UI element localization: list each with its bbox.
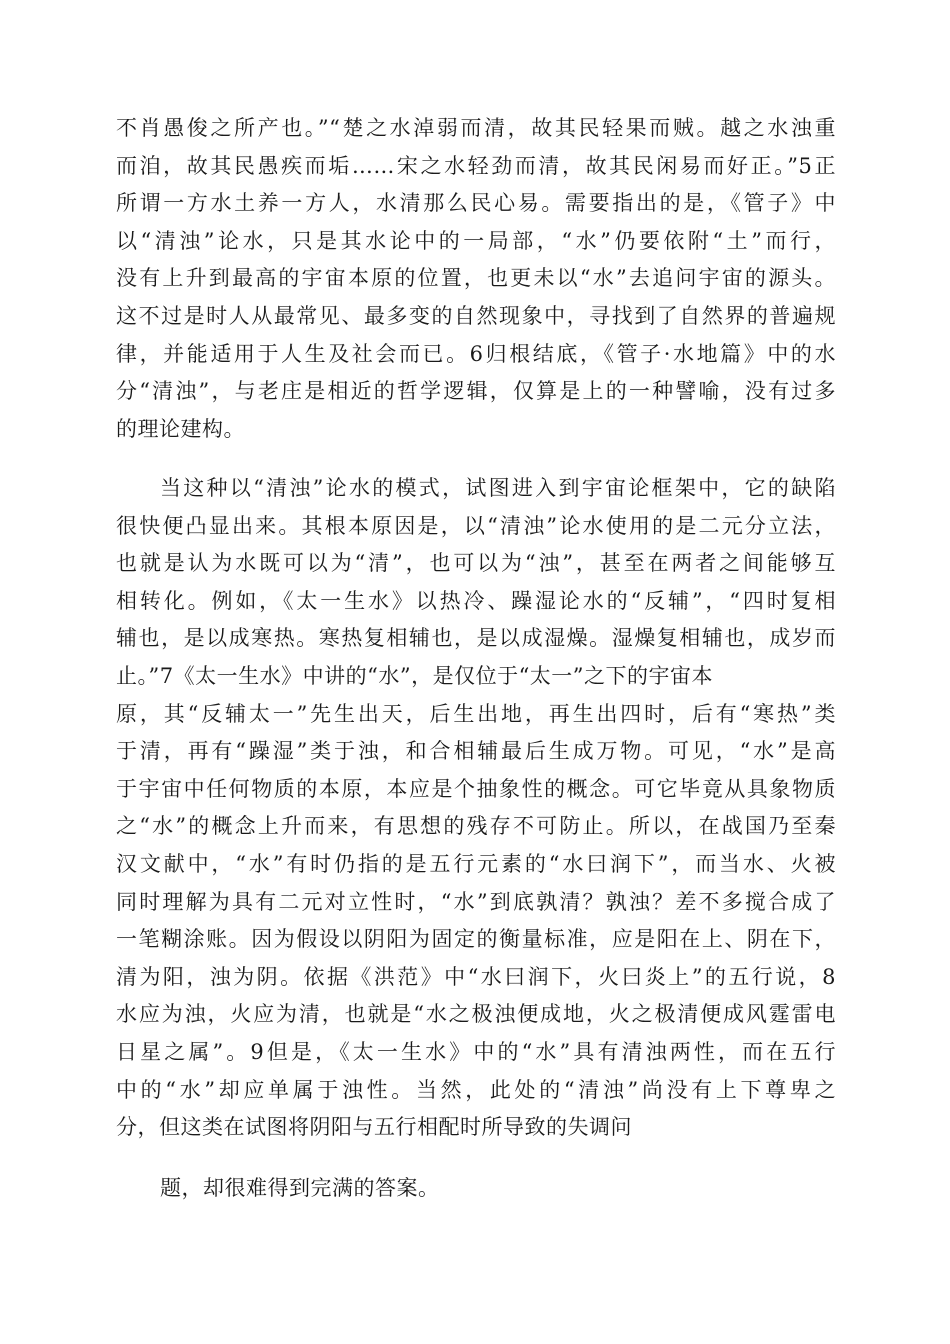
text-line: 清为阳，浊为阴。依据《洪范》中“水曰润下，火曰炎上”的五行说，8 [116, 964, 836, 989]
text-line: 律，并能适用于人生及社会而已。6归根结底，《管子·水地篇》中的水 [116, 341, 836, 366]
text-line: 同时理解为具有二元对立性时，“水”到底孰清？孰浊？差不多搅合成了 [116, 889, 836, 914]
paragraph-2 [116, 470, 836, 1147]
text-line: 汉文献中，“水”有时仍指的是五行元素的“水曰润下”，而当水、火被 [116, 851, 836, 876]
text-line: 没有上升到最高的宇宙本原的位置，也更未以“水”去追问宇宙的源头。 [116, 266, 836, 291]
text-line: 不肖愚俊之所产也。”“楚之水淖弱而清，故其民轻果而贼。越之水浊重 [116, 116, 836, 140]
text-line: 相转化。例如，《太一生水》以热冷、躁湿论水的“反辅”，“四时复相 [116, 588, 836, 613]
text-line: 日星之属”。9但是，《太一生水》中的“水”具有清浊两性，而在五行 [116, 1039, 836, 1064]
paragraph-1 [116, 110, 836, 448]
text-line: 当这种以“清浊”论水的模式，试图进入到宇宙论框架中，它的缺陷 [160, 476, 836, 500]
text-line: 中的“水”却应单属于浊性。当然，此处的“清浊”尚没有上下尊卑之 [116, 1077, 836, 1102]
text-line: 很快便凸显出来。其根本原因是，以“清浊”论水使用的是二元分立法， [116, 513, 836, 538]
text-line: 也就是认为水既可以为“清”，也可以为“浊”，甚至在两者之间能够互 [116, 551, 836, 576]
text-line: 以“清浊”论水，只是其水论中的一局部，“水”仍要依附“土”而行， [116, 228, 836, 253]
text-line: 之“水”的概念上升而来，有思想的残存不可防止。所以，在战国乃至秦 [116, 814, 836, 839]
text-line: 题，却很难得到完满的答案。 [160, 1176, 440, 1200]
text-line: 于宇宙中任何物质的本原，本应是个抽象性的概念。可它毕竟从具象物质 [116, 776, 836, 801]
text-line: 分，但这类在试图将阴阳与五行相配时所导致的失调问 [116, 1115, 632, 1140]
text-line: 水应为浊，火应为清，也就是“水之极浊便成地，火之极清便成风霆雷电 [116, 1002, 836, 1027]
text-line: 一笔糊涂账。因为假设以阴阳为固定的衡量标准，应是阳在上、阴在下， [116, 927, 836, 952]
paragraph-3 [116, 1170, 836, 1208]
text-line: 分“清浊”，与老庄是相近的哲学逻辑，仅算是上的一种譬喻，没有过多 [116, 379, 836, 404]
text-line: 的理论建构。 [116, 416, 245, 441]
text-line: 于清，再有“躁湿”类于浊，和合相辅最后生成万物。可见，“水”是高 [116, 739, 836, 764]
text-line: 原，其“反辅太一”先生出天，后生出地，再生出四时，后有“寒热”类 [116, 701, 836, 726]
text-line: 所谓一方水土养一方人，水清那么民心易。需要指出的是，《管子》中 [116, 191, 836, 216]
text-line: 而洎，故其民愚疾而垢……宋之水轻劲而清，故其民闲易而好正。”5正 [116, 153, 836, 178]
text-line: 止。”7《太一生水》中讲的“水”，是仅位于“太一”之下的宇宙本 [116, 663, 714, 688]
text-line: 这不过是时人从最常见、最多变的自然现象中，寻找到了自然界的普遍规 [116, 303, 836, 328]
text-line: 辅也，是以成寒热。寒热复相辅也，是以成湿燥。湿燥复相辅也，成岁而 [116, 626, 836, 651]
